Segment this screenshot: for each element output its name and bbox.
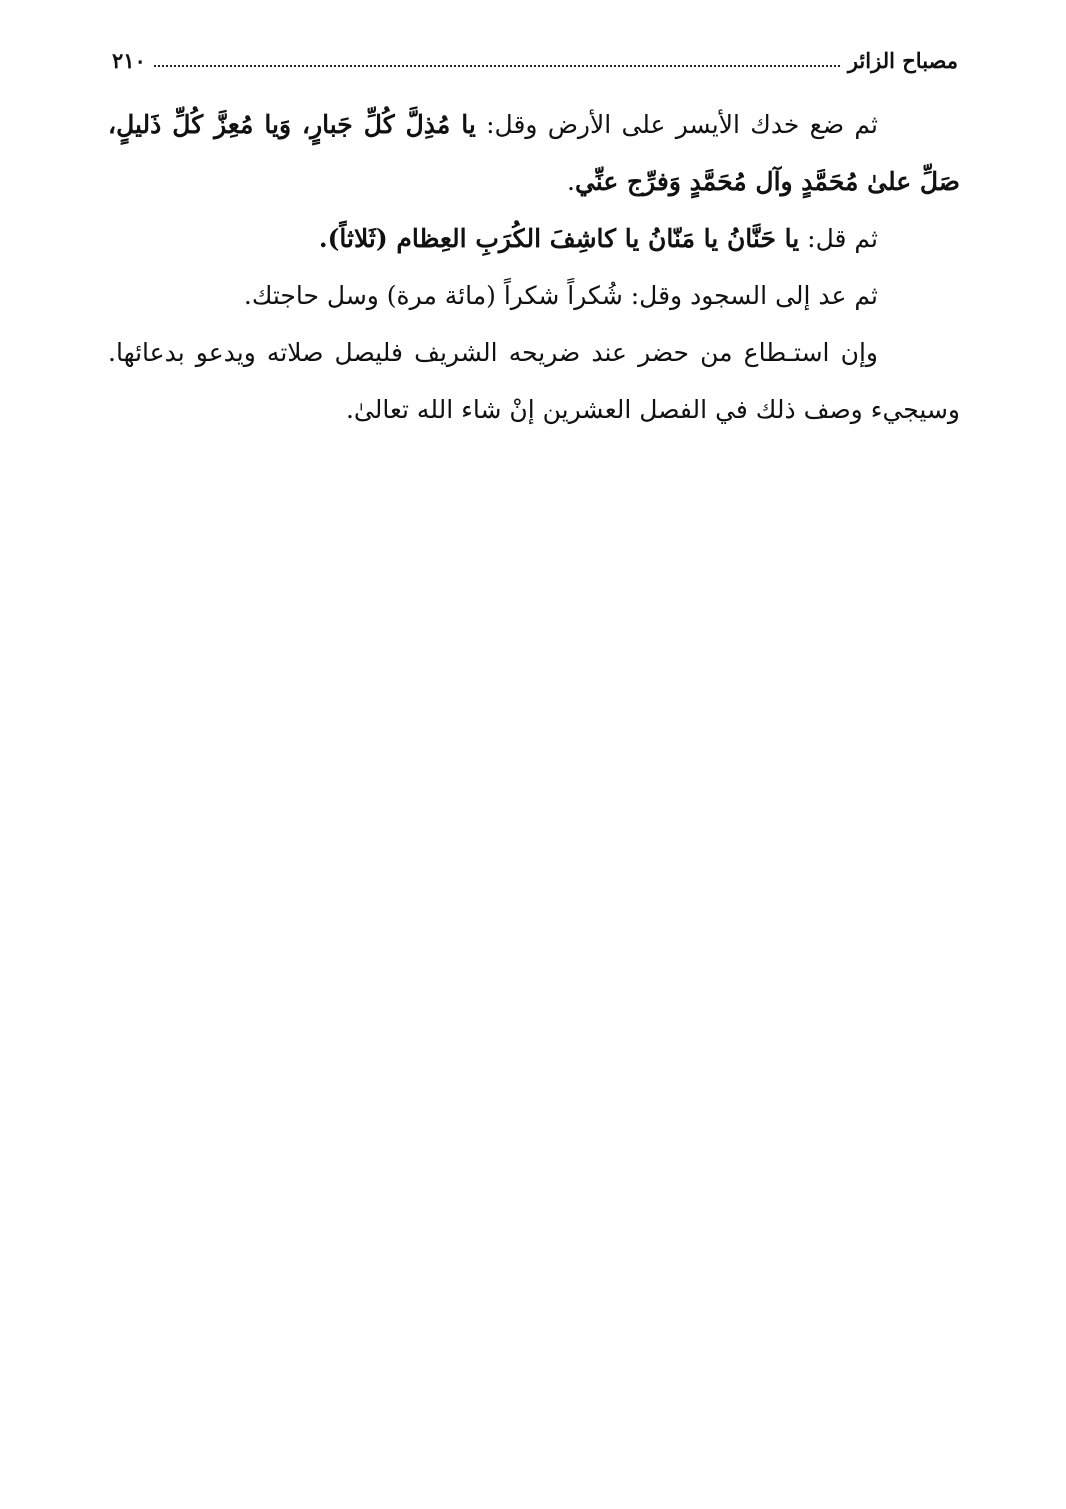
paragraph-3-text: ثم عد إلى السجود وقل: شُكراً شكراً (مائة مرة) وسل حاجتك.: [243, 281, 878, 310]
paragraph-4: [108, 324, 960, 438]
main-text: [108, 96, 960, 438]
paragraph-2-intro: ثم قل:: [799, 224, 878, 253]
book-title: مصباح الزائر: [847, 47, 958, 73]
paragraph-1-prayer: يا مُذِلَّ كُلِّ جَبارٍ، وَيا مُعِزَّ كُلِّ ذَليلٍ، صَلِّ علىٰ مُحَمَّدٍ وآل مُحَمَّدٍ وَفرِّج عنِّي: [108, 110, 960, 196]
paragraph-1-end: .: [566, 167, 575, 196]
paragraph-3: [108, 267, 960, 324]
paragraph-1: [108, 96, 960, 210]
paragraph-2: [108, 210, 960, 267]
paragraph-2-prayer: يا حَنَّانُ يا مَنّانُ يا كاشِفَ الكُرَبِ العِظام (ثَلاثاً).: [318, 224, 800, 253]
paragraph-1-intro: ثم ضع خدك الأيسر على الأرض وقل:: [475, 110, 878, 139]
page-number: ٢١٠: [112, 47, 146, 73]
paragraph-4-text: وإن استـطاع من حضر عند ضريحه الشريف فليصل صلاته ويدعو بدعائها. وسيجيء وصف ذلك في الفصل العشرين إنْ شاء الله تعالىٰ.: [108, 338, 960, 424]
running-header: [112, 40, 958, 80]
header-dot-leader: [154, 65, 840, 67]
